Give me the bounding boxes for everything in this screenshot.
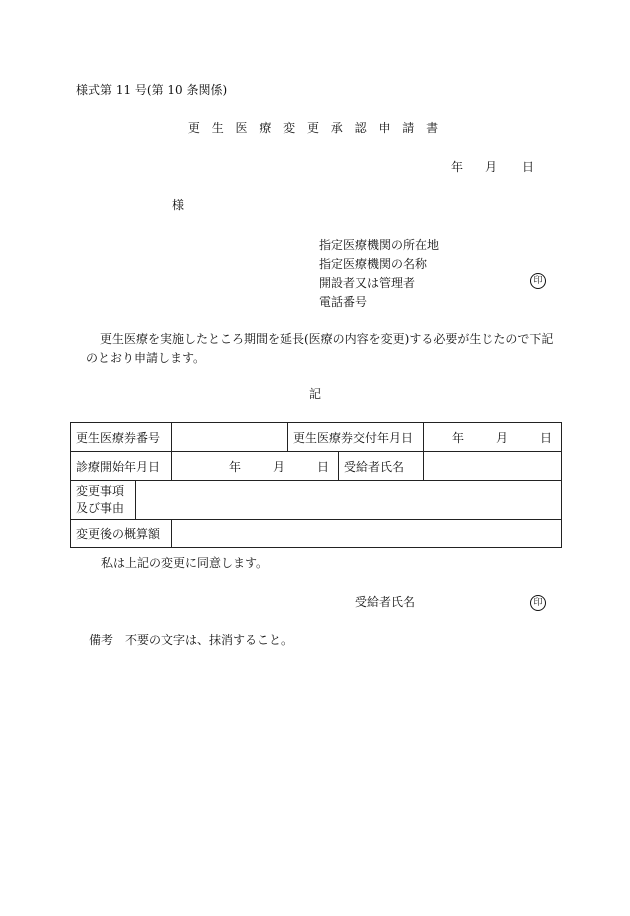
ticket-number-label: 更生医療券番号: [71, 423, 172, 452]
date-year-label: 年: [451, 160, 464, 174]
document-title: 更 生 医 療 変 更 承 認 申 請 書: [187, 121, 443, 135]
treatment-start-label: 診療開始年月日: [71, 452, 172, 481]
addressee-honorific: 様: [172, 198, 185, 212]
change-items-label: [71, 481, 136, 520]
seal-icon: 印: [530, 595, 546, 611]
change-items-label-line2: 及び事由: [76, 501, 125, 515]
recipient-name-field[interactable]: [424, 452, 562, 481]
consent-statement: 私は上記の変更に同意します。: [101, 556, 269, 570]
change-items-field[interactable]: [136, 481, 562, 520]
table-row: [71, 452, 562, 481]
request-body: [86, 330, 566, 368]
date-month-label: 月: [485, 160, 498, 174]
recipient-signature-label: 受給者氏名: [355, 595, 416, 609]
ki-heading: 記: [308, 387, 321, 401]
body-line-2: のとおり申請します。: [86, 351, 206, 365]
recipient-name-label: 受給者氏名: [339, 452, 424, 481]
remarks-note: 備考 不要の文字は、抹消すること。: [89, 633, 294, 647]
table-row: [71, 520, 562, 548]
estimated-cost-field[interactable]: [172, 520, 562, 548]
issue-month-label: 月: [496, 430, 509, 445]
body-line-1: 更生医療を実施したところ期間を延長(医療の内容を変更)する必要が生じたので下記: [100, 332, 554, 346]
issue-year-label: 年: [451, 430, 464, 445]
treatment-start-field[interactable]: [172, 452, 339, 481]
start-year-label: 年: [228, 459, 241, 474]
applicant-block: [319, 236, 439, 312]
issue-day-label: 日: [540, 430, 553, 445]
seal-icon: 印: [530, 273, 546, 289]
form-number: 様式第 11 号(第 10 条関係): [76, 83, 228, 97]
start-month-label: 月: [272, 459, 285, 474]
institution-name-label: 指定医療機関の名称: [319, 257, 428, 271]
table-row: [71, 423, 562, 452]
date-day-label: 日: [522, 160, 535, 174]
table-row: [71, 481, 562, 520]
ticket-issue-date-label: 更生医療券交付年月日: [288, 423, 424, 452]
change-items-label-line1: 変更事項: [76, 484, 125, 498]
start-day-label: 日: [317, 459, 330, 474]
institution-address-label: 指定医療機関の所在地: [319, 238, 440, 252]
manager-label: 開設者又は管理者: [319, 276, 416, 290]
ticket-issue-date-field[interactable]: [424, 423, 562, 452]
ticket-number-field[interactable]: [172, 423, 288, 452]
application-table: [70, 422, 562, 548]
phone-label: 電話番号: [319, 295, 368, 309]
estimated-cost-label: 変更後の概算額: [71, 520, 172, 548]
